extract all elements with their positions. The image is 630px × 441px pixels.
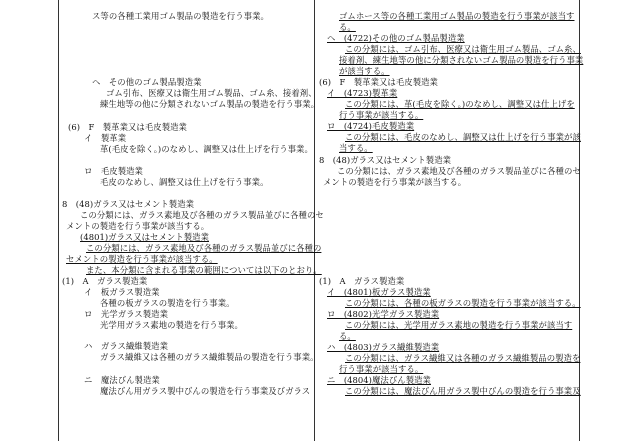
right-text-line: 行う事業が該当する。 xyxy=(339,364,424,374)
right-text-line: この分類には、毛皮のなめし、調整又は仕上げを行う事業が該 xyxy=(345,132,581,142)
right-text-line: この分類には、革(毛皮を除く。)のなめし、調整又は仕上げを xyxy=(345,99,575,109)
right-text-line: ニ (4804)魔法びん製造業 xyxy=(327,375,431,385)
right-text-line: この分類には、魔法びん用ガラス製中びんの製造を行う事業及 xyxy=(345,386,581,396)
right-column-revised-text xyxy=(315,0,584,441)
left-text-line: ゴム引布、医療又は衛生用ゴム製品、ゴム糸、接着剤、 xyxy=(106,88,317,98)
right-text-line: 接着剤、練生地等の他に分類されないゴム製品の製造を行う事業 xyxy=(339,55,584,65)
right-text-line: ハ (4803)ガラス繊維製造業 xyxy=(327,342,440,352)
right-text-line: る。 xyxy=(339,331,356,341)
left-text-line: ガラス繊維又は各種のガラス繊維製品の製造を行う事業。 xyxy=(100,352,319,362)
right-text-line: 当する。 xyxy=(339,143,373,153)
right-text-line: この分類には、光学用ガラス素地の製造を行う事業が該当す xyxy=(345,320,573,330)
right-text-line: イ (4723)製革業 xyxy=(327,88,398,98)
right-text-line: (6) F 製革業又は毛皮製造業 xyxy=(319,77,438,87)
left-column-current-text xyxy=(58,0,324,441)
left-text-line: 光学用ガラス素地の製造を行う事業。 xyxy=(100,320,243,330)
left-text-line: 練生地等の他に分類されないゴム製品の製造を行う事業。 xyxy=(100,99,320,109)
left-text-line: ハ ガラス繊維製造業 xyxy=(84,341,168,351)
left-text-line: 魔法びん用ガラス製中びんの製造を行う事業及びガラス xyxy=(100,386,311,396)
right-text-line: る。 xyxy=(339,22,356,32)
right-text-line: メントの製造を行う事業が該当する。 xyxy=(323,177,467,187)
right-text-line: この分類には、ガラス素地及び各種のガラス製品並びに各種のセ xyxy=(337,166,581,176)
right-text-line: この分類には、ゴム引布、医療又は衛生用ゴム製品、ゴム糸、 xyxy=(345,44,581,54)
left-text-line: ス等の各種工業用ゴム製品の製造を行う事業。 xyxy=(92,11,269,21)
left-text-line: ロ 毛皮製造業 xyxy=(84,166,143,176)
right-text-line: ヘ (4722)その他のゴム製品製造業 xyxy=(327,33,465,43)
left-text-line: ロ 光学ガラス製造業 xyxy=(84,309,168,319)
left-text-line: メントの製造を行う事業が該当する。 xyxy=(66,221,210,231)
left-text-line: ヘ その他のゴム製品製造業 xyxy=(92,77,202,87)
right-text-line: 8 (48)ガラス又はセメント製造業 xyxy=(319,155,452,165)
right-text-line: (1) A ガラス製造業 xyxy=(319,276,405,286)
right-text-line: が該当する。 xyxy=(339,66,390,76)
right-text-line: この分類には、ガラス繊維又は各種のガラス繊維製品の製造を xyxy=(345,353,581,363)
left-text-line: 革(毛皮を除く。)のなめし、調整又は仕上げを行う事業。 xyxy=(100,144,313,154)
right-text-line: イ (4801)板ガラス製造業 xyxy=(327,287,431,297)
left-text-line: また、本分類に含まれる事業の範囲については以下のとおり。 xyxy=(86,265,322,275)
left-text-line: (1) A ガラス製造業 xyxy=(62,276,148,286)
left-text-line: (6) F 製革業又は毛皮製造業 xyxy=(68,122,187,132)
left-text-line: (4801)ガラス又はセメント製造業 xyxy=(80,232,209,242)
right-text-line: ロ (4802)光学ガラス製造業 xyxy=(327,309,440,319)
right-text-line: ロ (4724)毛皮製造業 xyxy=(327,121,415,131)
left-text-line: イ 板ガラス製造業 xyxy=(84,287,160,297)
left-text-line: ニ 魔法びん製造業 xyxy=(84,375,160,385)
right-text-line: ゴムホース等の各種工業用ゴム製品の製造を行う事業が該当す xyxy=(339,11,575,21)
left-text-line: イ 製革業 xyxy=(84,133,127,143)
left-text-line: 各種の板ガラスの製造を行う事業。 xyxy=(100,298,235,308)
left-text-line: 毛皮のなめし、調整又は仕上げを行う事業。 xyxy=(100,177,269,187)
left-text-line: 8 (48)ガラス又はセメント製造業 xyxy=(62,199,195,209)
right-text-line: 行う事業が該当する。 xyxy=(339,110,424,120)
right-text-line: この分類には、各種の板ガラスの製造を行う事業が該当する。 xyxy=(345,298,581,308)
left-text-line: この分類には、ガラス素地及び各種のガラス製品並びに各種のセ xyxy=(80,210,324,220)
left-text-line: この分類には、ガラス素地及び各種のガラス製品並びに各種の xyxy=(86,243,322,253)
left-text-line: セメントの製造を行う事業が該当する。 xyxy=(66,254,218,264)
